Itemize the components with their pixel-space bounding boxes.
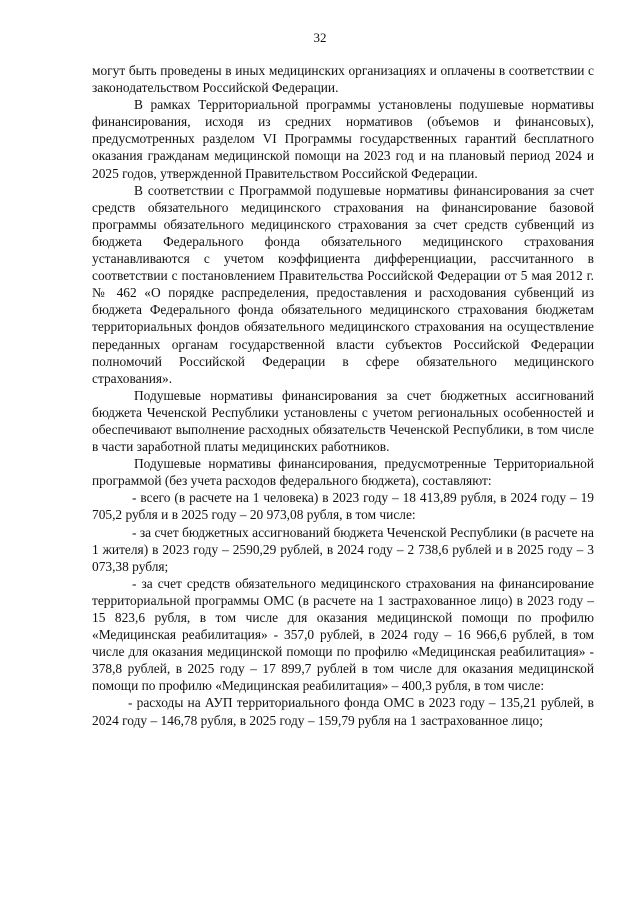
list-item-budget: - за счет бюджетных ассигнований бюджета Чеченской Республики (в расчете на 1 жителя) в 2023 году – 2590,29 рублей, в 2024 году – 2 738,6 рублей и в 2025 году – 3 073,38 рубля; bbox=[92, 524, 594, 574]
paragraph-continuation: могут быть проведены в иных медицинских организациях и оплачены в соответствии с законодательством Российской Федерации. bbox=[92, 63, 594, 96]
paragraph-program-compliance: В соответствии с Программой подушевые нормативы финансирования за счет средств обязательного медицинского страхования на финансирование базовой программы обязательного медицинского страхования за счет средств субвенций из бюджета Федерального фонда обязательного медицинского страхования устанавливаются с учетом коэффициента дифференциации, рассчитанного в соответствии с постановлением Правительства Российской Федерации от 5 мая 2012 г. № 462 «О порядке распределения, предоставления и расходования субвенций из бюджета Федерального фонда обязательного медицинского страхования бюджетам территориальных фондов обязательного медицинского страхования на осуществление переданных органам государственной власти субъектов Российской Федерации полномочий Российской Федерации в сфере обязательного медицинского страхования». bbox=[92, 182, 594, 386]
paragraph-normatives-established: В рамках Территориальной программы установлены подушевые нормативы финансирования, исходя из средних нормативов (объемов и финансовых), предусмотренных разделом VI Программы государственных гарантий бесплатного оказания гражданам медицинской помощи на 2023 год и на плановый период 2024 и 2025 годов, утвержденной Правительством Российской Федерации. bbox=[92, 97, 594, 181]
paragraph-budget-normatives: Подушевые нормативы финансирования за счет бюджетных ассигнований бюджета Чеченской Республики установлены с учетом региональных особенностей и обеспечивают выполнение расходных обязательств Чеченской Республики, в том числе в части заработной платы медицинских работников. bbox=[92, 387, 594, 455]
document-text bbox=[92, 62, 594, 729]
paragraph-normatives-amounts: Подушевые нормативы финансирования, предусмотренные Территориальной программой (без учета расходов федерального бюджета), составляют: bbox=[92, 456, 594, 489]
page-number: 32 bbox=[313, 30, 327, 45]
list-item-oms: - за счет средств обязательного медицинского страхования на финансирование территориальной программы ОМС (в расчете на 1 застрахованное лицо) в 2023 году – 15 823,6 рубля, в том числе для оказания медицинской помощи по профилю «Медицинская реабилитация» - 357,0 рублей, в 2024 году – 16 966,6 рублей, в том числе для оказания медицинской помощи по профилю «Медицинская реабилитация» - 378,8 рублей, в 2025 году – 17 899,7 рублей в том числе для оказания медицинской помощи по профилю «Медицинская реабилитация» – 400,3 рубля, в том числе: bbox=[92, 575, 594, 694]
list-item-total: - всего (в расчете на 1 человека) в 2023 году – 18 413,89 рубля, в 2024 году – 19 705,2 рубля и в 2025 году – 20 973,08 рубля, в том числе: bbox=[92, 490, 594, 523]
list-item-aup: - расходы на АУП территориального фонда ОМС в 2023 году – 135,21 рублей, в 2024 году – 146,78 рубля, в 2025 году – 159,79 рубля на 1 застрахованное лицо; bbox=[92, 695, 594, 728]
